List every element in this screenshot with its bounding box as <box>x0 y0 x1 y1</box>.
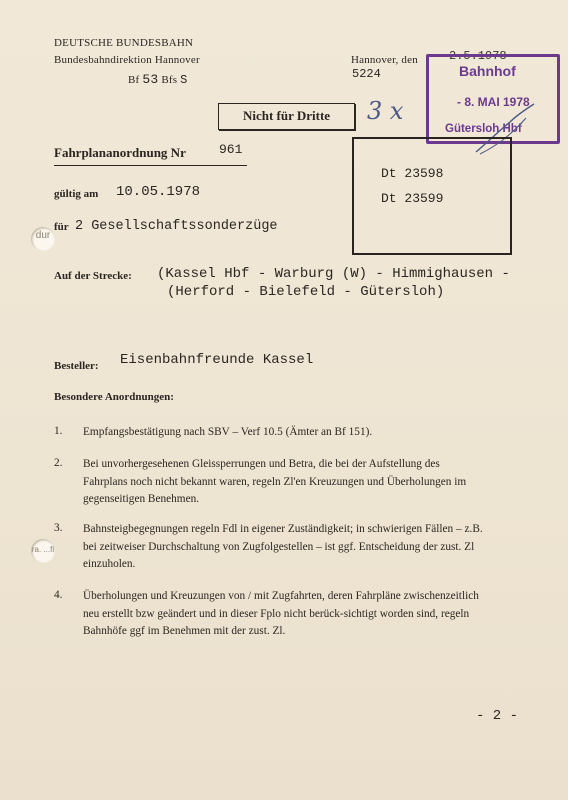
not-for-third-parties-label: Nicht für Dritte <box>242 108 331 123</box>
item-number-1: 1. <box>54 425 63 437</box>
title-underline <box>54 165 247 166</box>
punch-hole-top-text: dur <box>35 230 51 241</box>
order-number: 961 <box>219 142 243 157</box>
train-number-box <box>352 137 512 255</box>
org-name: DEUTSCHE BUNDESBAHN <box>54 37 194 49</box>
order-title: Fahrplananordnung Nr <box>54 145 186 160</box>
valid-date: 10.05.1978 <box>116 184 201 200</box>
client-label: Besteller: <box>54 360 99 372</box>
item-text-4: Überholungen und Kreuzungen von / mit Zugfahrten, deren Fahrpläne zwischenzeitlich neu erstellt bzw geändert und in dieser Fplo nicht berück-sichtigt worden sind, regeln Bahnhöfe ggf im Benehmen mit der zust. Zl. <box>83 590 479 637</box>
route-line-2: (Herford - Bielefeld - Gütersloh) <box>167 284 445 300</box>
train-number-2: Dt 23599 <box>381 191 444 206</box>
route-label: Auf der Strecke: <box>54 270 132 282</box>
valid-label: gültig am <box>54 188 99 200</box>
item-number-3: 3. <box>54 522 63 534</box>
stamp-line-1: Bahnhof <box>459 63 516 79</box>
for-value: 2 Gesellschaftssonderzüge <box>75 219 278 234</box>
office-s: S <box>180 73 188 87</box>
punch-hole-bottom <box>31 539 55 563</box>
struck-date: 2.5.1978 <box>449 49 507 63</box>
stamp-line-2: - 8. MAI 1978 <box>457 95 530 109</box>
item-number-4: 4. <box>54 589 63 601</box>
route-line-1: (Kassel Hbf - Warburg (W) - Himmighausen - <box>157 266 510 282</box>
office-prefix: Bf <box>128 74 140 86</box>
phone-number: 5224 <box>352 67 381 81</box>
punch-hole-top <box>31 227 55 251</box>
item-text-1: Empfangsbestätigung nach SBV – Verf 10.5 (Ämter an Bf 151). <box>83 426 373 438</box>
item-number-2: 2. <box>54 457 63 469</box>
page-marker: - 2 - <box>476 708 519 724</box>
item-text-2: Bei unvorhergesehenen Gleissperrungen und Betra, die bei der Aufstellung des Fahrplans noch nicht bekannt waren, regeln Zl'en Kreuzungen und Überholungen im gegenseitigen Benehmen. <box>83 458 467 505</box>
office-number: 53 <box>142 72 159 87</box>
punch-hole-bottom-text: ra. ...fi <box>31 545 55 554</box>
stamp-line-3: Gütersloh Hbf <box>445 123 522 135</box>
office-suffix: Bfs <box>161 74 178 86</box>
item-text-3: Bahnsteigbegegnungen regeln Fdl in eigener Zuständigkeit; in schwierigen Fällen – z.B. bei zeitweiser Durchschaltung von Zugfolgestellen – ist ggf. Entscheidung der zust. Zl einzuholen. <box>83 523 483 570</box>
office-reference <box>128 72 188 87</box>
city-date-label: Hannover, den <box>351 54 418 66</box>
division-name: Bundesbahndirektion Hannover <box>54 54 200 66</box>
for-label: für <box>54 221 69 233</box>
handwritten-copies: 3 x <box>367 97 404 125</box>
client-value: Eisenbahnfreunde Kassel <box>120 352 314 368</box>
special-heading: Besondere Anordnungen: <box>54 391 174 403</box>
train-number-1: Dt 23598 <box>381 166 444 181</box>
not-for-third-parties-box <box>218 103 355 130</box>
